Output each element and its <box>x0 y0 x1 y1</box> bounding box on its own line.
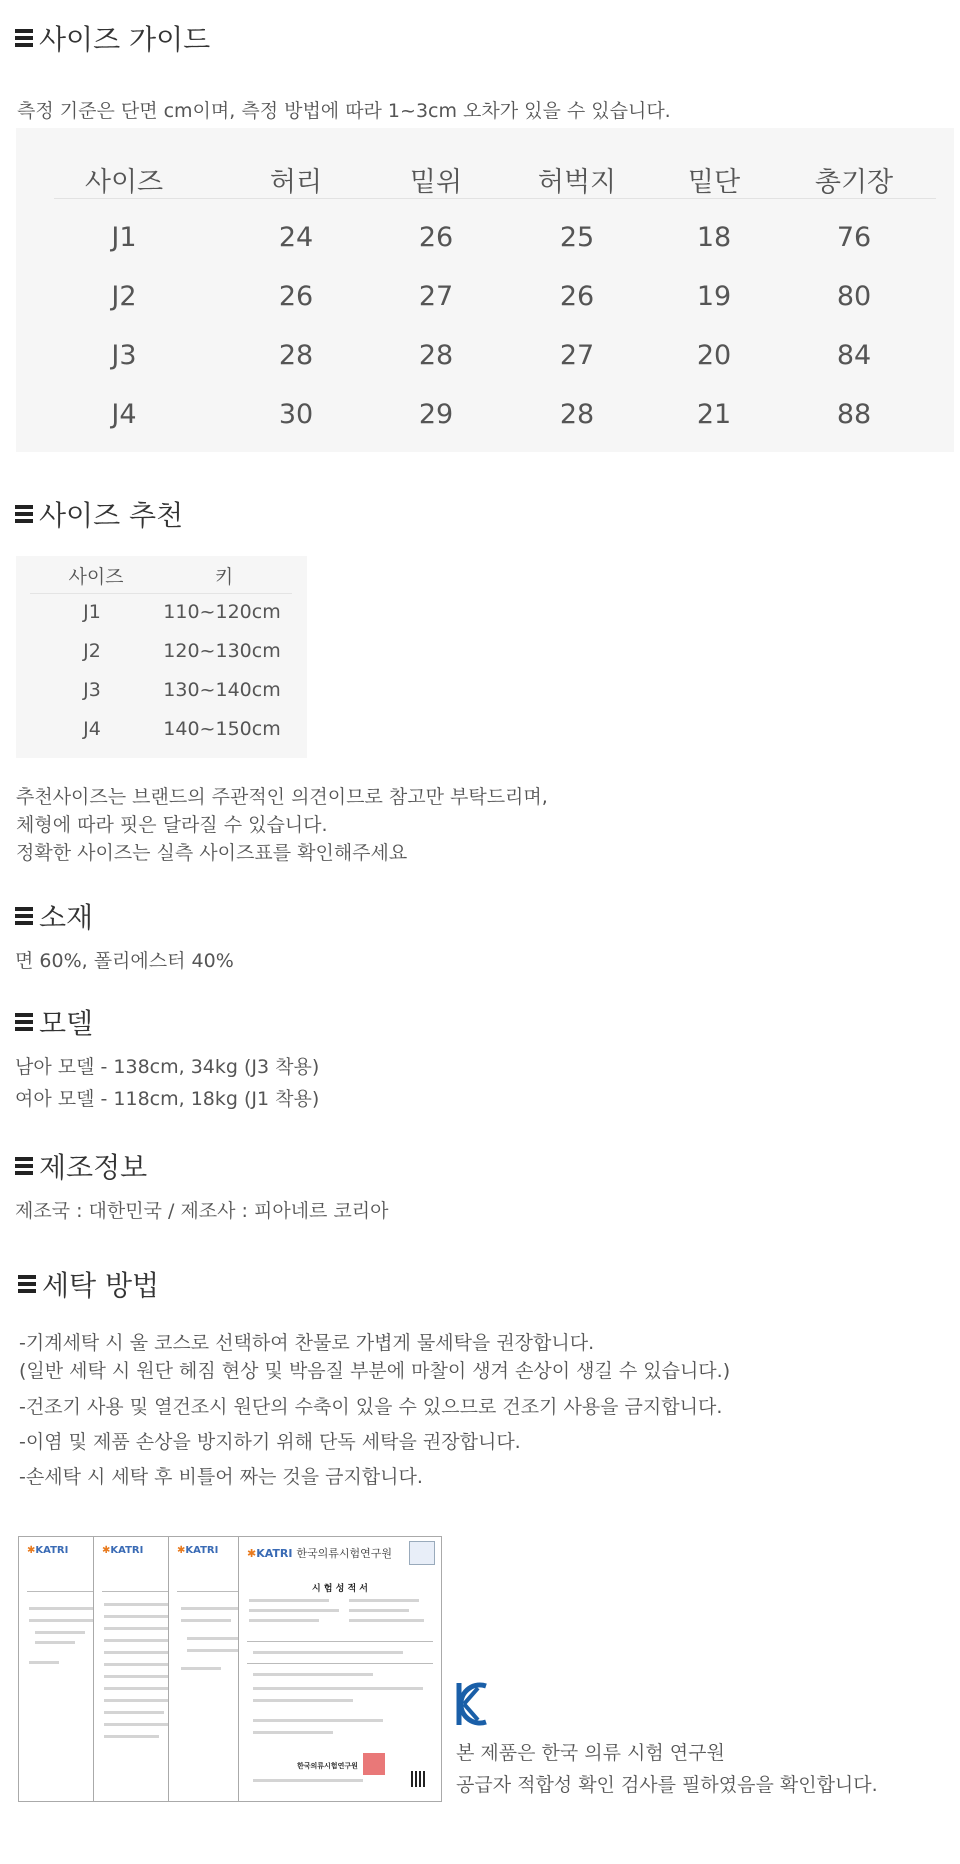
qr-code-icon <box>411 1771 427 1787</box>
recommend-note-line: 체형에 따라 핏은 달라질 수 있습니다. <box>16 814 328 836</box>
report-signature: 한국의류시험연구원 <box>297 1762 358 1770</box>
report-front-page <box>238 1536 442 1802</box>
size-cell: J1 <box>83 601 101 623</box>
hem-cell: 19 <box>696 281 732 312</box>
thigh-cell: 27 <box>559 340 595 371</box>
washing-line: (일반 세탁 시 원단 헤짐 현상 및 박음질 부분에 마찰이 생겨 손상이 생길 수 있습니다.) <box>19 1360 731 1382</box>
hem-cell: 20 <box>696 340 732 371</box>
washing-line: -기계세탁 시 울 코스로 선택하여 찬물로 가볍게 물세탁을 권장합니다. <box>19 1332 595 1354</box>
size-guide-header-cell: 밑위 <box>409 167 463 198</box>
waist-cell: 26 <box>278 281 314 312</box>
size-guide-header-cell: 총기장 <box>814 167 894 198</box>
material-title: 소재 <box>39 901 94 934</box>
katri-logo: ✱KATRI 한국의류시험연구원 <box>247 1547 392 1560</box>
model-line: 여아 모델 - 118cm, 18kg (J1 착용) <box>15 1088 320 1110</box>
material-text: 면 60%, 폴리에스터 40% <box>15 950 234 972</box>
katri-logo: ✱KATRI <box>177 1545 219 1556</box>
recommend-header-cell: 키 <box>214 566 234 588</box>
length-cell: 88 <box>836 399 872 430</box>
hem-cell: 21 <box>696 399 732 430</box>
model-title: 모델 <box>39 1007 94 1040</box>
height-cell: 140~150cm <box>163 718 281 740</box>
menu-bars-icon <box>15 907 33 925</box>
official-seal-icon <box>363 1753 385 1775</box>
menu-bars-icon <box>15 29 33 47</box>
washing-line: -손세탁 시 세탁 후 비틀어 짜는 것을 금지합니다. <box>19 1466 423 1488</box>
thigh-cell: 26 <box>559 281 595 312</box>
hem-cell: 18 <box>696 222 732 253</box>
size-guide-title: 사이즈 가이드 <box>39 23 211 56</box>
measurement-note: 측정 기준은 단면 cm이며, 측정 방법에 따라 1~3cm 오차가 있을 수 있습니다. <box>17 100 671 122</box>
size-cell: J3 <box>111 340 137 371</box>
size-guide-header-cell: 허벅지 <box>537 167 617 198</box>
recommend-note-line: 정확한 사이즈는 실측 사이즈표를 확인해주세요 <box>16 842 408 864</box>
size-guide-heading <box>15 18 210 58</box>
washing-heading <box>18 1264 159 1304</box>
height-cell: 120~130cm <box>163 640 281 662</box>
kc-mark-icon <box>456 1680 490 1728</box>
rise-cell: 28 <box>418 340 454 371</box>
certification-line: 본 제품은 한국 의류 시험 연구원 <box>456 1742 725 1764</box>
length-cell: 76 <box>836 222 872 253</box>
size-guide-header-cell: 밑단 <box>687 167 741 198</box>
size-cell: J3 <box>83 679 101 701</box>
header-divider <box>30 593 292 594</box>
size-guide-header-row <box>54 156 936 199</box>
height-cell: 130~140cm <box>163 679 281 701</box>
size-cell: J4 <box>83 718 101 740</box>
manufacture-heading <box>15 1146 147 1186</box>
recommend-header-cell: 사이즈 <box>68 566 124 588</box>
size-guide-table <box>16 128 954 452</box>
size-cell: J4 <box>111 399 137 430</box>
washing-line: -건조기 사용 및 열건조시 원단의 수축이 있을 수 있으므로 건조기 사용을 금지합니다. <box>19 1396 723 1418</box>
waist-cell: 30 <box>278 399 314 430</box>
menu-bars-icon <box>15 1013 33 1031</box>
size-recommend-heading <box>15 494 183 534</box>
washing-title: 세탁 방법 <box>42 1269 160 1302</box>
length-cell: 84 <box>836 340 872 371</box>
size-recommend-title: 사이즈 추천 <box>39 499 184 532</box>
rise-cell: 29 <box>418 399 454 430</box>
model-heading <box>15 1002 93 1042</box>
washing-line: -이염 및 제품 손상을 방지하기 위해 단독 세탁을 권장합니다. <box>19 1431 521 1453</box>
katri-logo: ✱KATRI <box>102 1545 144 1556</box>
certification-line: 공급자 적합성 확인 검사를 필하였음을 확인합니다. <box>456 1774 878 1796</box>
recommend-note-line: 추천사이즈는 브랜드의 주관적인 의견이므로 참고만 부탁드리며, <box>16 786 548 808</box>
size-cell: J2 <box>83 640 101 662</box>
waist-cell: 28 <box>278 340 314 371</box>
material-heading <box>15 896 93 936</box>
length-cell: 80 <box>836 281 872 312</box>
manufacture-title: 제조정보 <box>39 1151 148 1184</box>
size-guide-header-cell: 허리 <box>269 167 323 198</box>
thigh-cell: 28 <box>559 399 595 430</box>
report-title: 시 험 성 적 서 <box>311 1584 368 1594</box>
menu-bars-icon <box>18 1275 36 1293</box>
katri-logo: ✱KATRI <box>27 1545 69 1556</box>
waist-cell: 24 <box>278 222 314 253</box>
size-cell: J2 <box>111 281 137 312</box>
height-cell: 110~120cm <box>163 601 281 623</box>
accreditation-stamp-icon <box>409 1541 435 1565</box>
rise-cell: 27 <box>418 281 454 312</box>
menu-bars-icon <box>15 505 33 523</box>
size-guide-header-cell: 사이즈 <box>84 167 164 198</box>
thigh-cell: 25 <box>559 222 595 253</box>
manufacture-text: 제조국 : 대한민국 / 제조사 : 피아네르 코리아 <box>15 1200 389 1222</box>
size-recommend-table <box>16 556 307 758</box>
test-report-images <box>18 1536 442 1802</box>
model-line: 남아 모델 - 138cm, 34kg (J3 착용) <box>15 1056 320 1078</box>
size-cell: J1 <box>111 222 137 253</box>
rise-cell: 26 <box>418 222 454 253</box>
menu-bars-icon <box>15 1157 33 1175</box>
